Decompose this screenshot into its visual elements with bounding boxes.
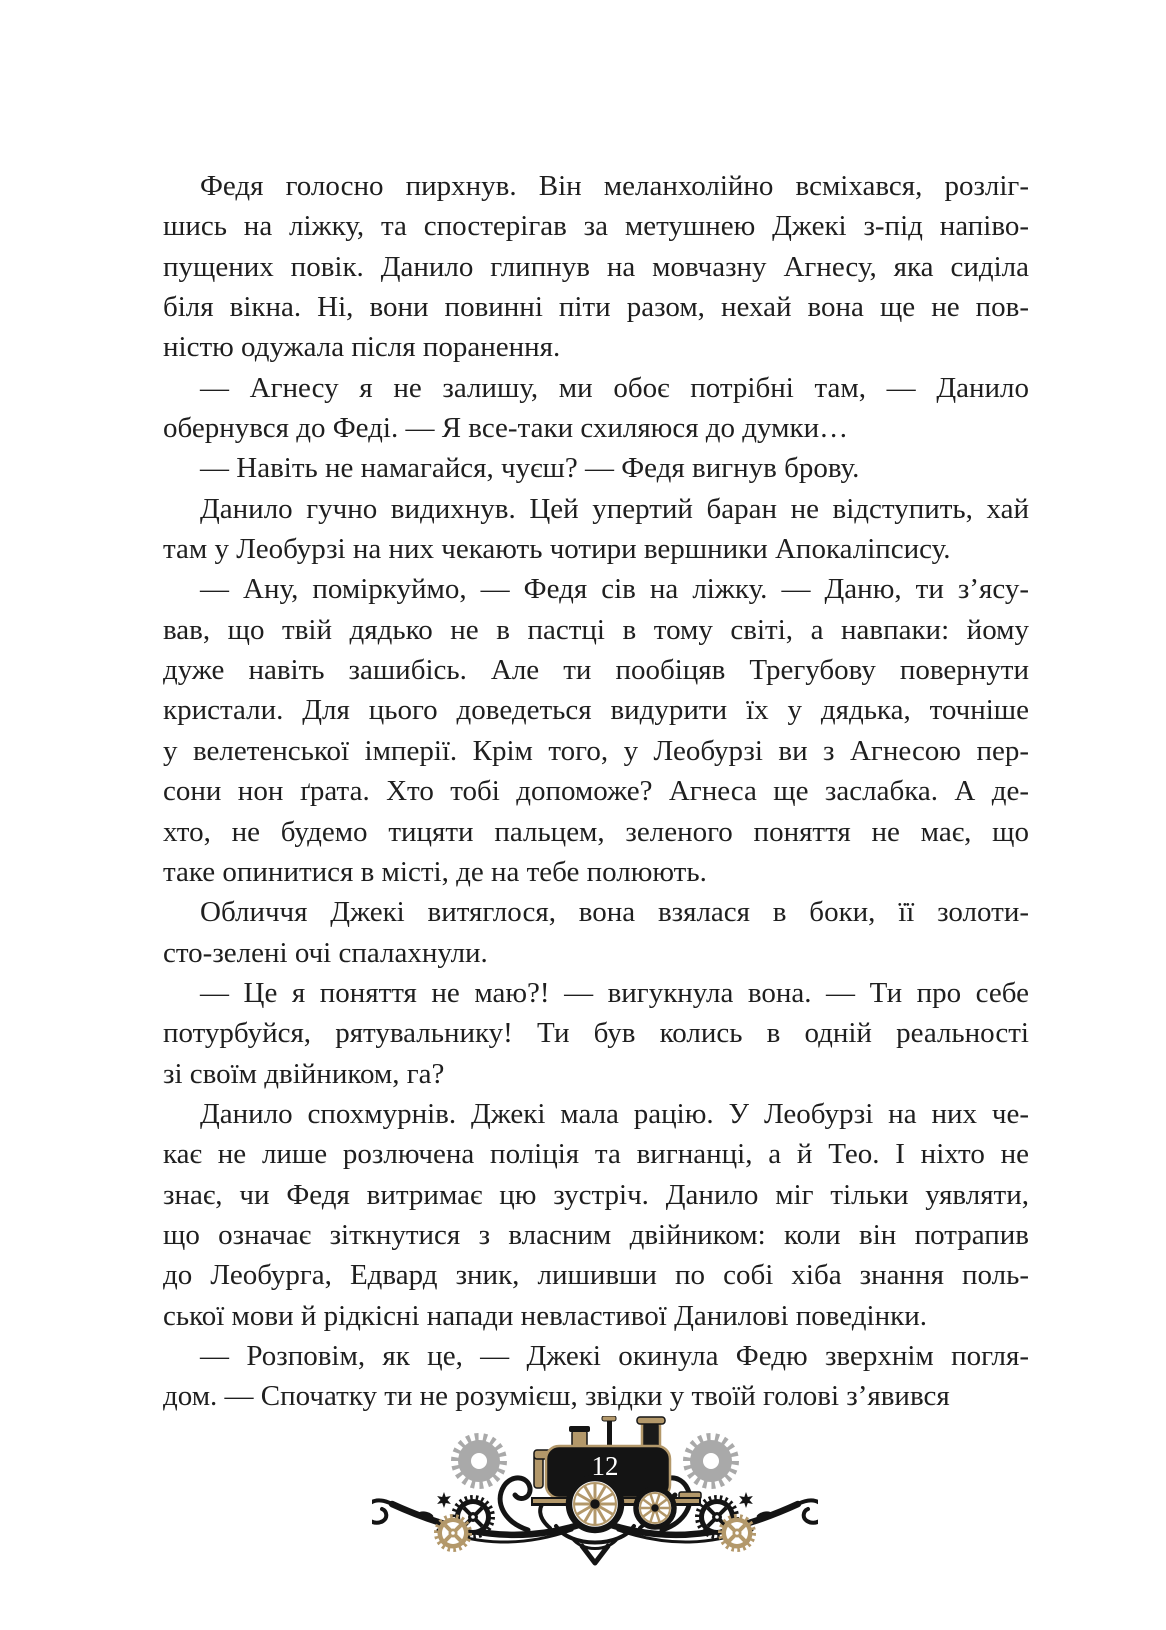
text-line: Данило гучно видихнув. Цей упертий баран не відступить, хай	[200, 492, 1029, 525]
text-line: — Розповім, як це, — Джекі окинула Федю зверхнім погля-	[200, 1339, 1029, 1372]
text-line: сони нон ґрата. Хто тобі допоможе? Агнеса ще заслабка. А де-	[163, 775, 1029, 808]
text-line: шись на ліжку, та спостерігав за метушнею Джекі з-під напіво-	[163, 210, 1029, 243]
text-line: вав, що твій дядько не в пастці в тому світі, а навпаки: йому	[163, 613, 1029, 646]
text-line: Данило спохмурнів. Джекі мала рацію. У Леобурзі на них че-	[200, 1097, 1029, 1130]
footer-ornament	[372, 1416, 818, 1568]
gear-icon	[451, 1433, 507, 1489]
text-line: хто, не будемо тицяти пальцем, зеленого поняття не має, що	[163, 815, 1029, 848]
page-text	[163, 166, 1029, 1417]
text-line: Обличчя Джекі витяглося, вона взялася в боки, її золоти-	[200, 896, 1029, 929]
text-line: там у Леобурзі на них чекають чотири вершники Апокаліпсису.	[163, 533, 951, 566]
text-line: що означає зіткнутися з власним двійником: коли він потрапив	[163, 1218, 1029, 1251]
locomotive-front-wheel	[569, 1478, 621, 1530]
text-line: потурбуйся, рятувальнику! Ти був колись в одній реальності	[163, 1017, 1029, 1050]
text-line: кристали. Для цього доведеться видурити їх у дядька, точніше	[163, 694, 1029, 727]
text-line: до Леобурга, Едвард зник, лишивши по собі хіба знання поль-	[163, 1259, 1029, 1292]
text-line: знає, чи Федя витримає цю зустріч. Данило міг тільки уявляти,	[163, 1178, 1029, 1211]
text-line: дом. — Спочатку ти не розумієш, звідки у твоїй голові з’явився	[163, 1380, 950, 1413]
text-line: — Навіть не намагайся, чуєш? — Федя вигнув брову.	[200, 452, 860, 485]
text-line: дуже навіть зашибісь. Але ти пообіцяв Трегубову повернути	[163, 654, 1029, 687]
text-line: зі своїм двійником, га?	[163, 1057, 445, 1090]
text-line: кає не лише розлючена поліція та вигнанці, а й Тео. І ніхто не	[163, 1138, 1029, 1171]
page-number: 12	[591, 1451, 619, 1481]
text-line: обернувся до Феді. — Я все-таки схиляюся до думки…	[163, 412, 849, 445]
text-line: у велетенської імперії. Крім того, у Леобурзі ви з Агнесою пер-	[163, 734, 1029, 767]
locomotive-rear-wheel	[636, 1489, 674, 1527]
footer-ornament-svg	[372, 1416, 818, 1568]
star-icon	[739, 1492, 753, 1508]
text-line: ської мови й рідкісні напади невластивої Данилові поведінки.	[163, 1299, 927, 1332]
text-line: Федя голосно пирхнув. Він меланхолійно всміхався, розліг-	[200, 170, 1029, 202]
gear-icon	[683, 1433, 739, 1489]
text-line: ністю одужала після поранення.	[163, 331, 561, 364]
text-line: — Агнесу я не залишу, ми обоє потрібні там, — Данило	[200, 371, 1029, 404]
text-line: — Це я поняття не маю?! — вигукнула вона. — Ти про себе	[200, 976, 1029, 1009]
text-line: таке опинитися в місті, де на тебе полюють.	[163, 855, 707, 888]
text-line: сто-зелені очі спалахнули.	[163, 936, 488, 969]
text-line: — Ану, поміркуймо, — Федя сів на ліжку. — Даню, ти з’ясу-	[200, 573, 1029, 606]
text-line: біля вікна. Ні, вони повинні піти разом, нехай вона ще не пов-	[163, 291, 1029, 324]
text-line: пущених повік. Данило глипнув на мовчазну Агнесу, яка сиділа	[163, 250, 1029, 283]
